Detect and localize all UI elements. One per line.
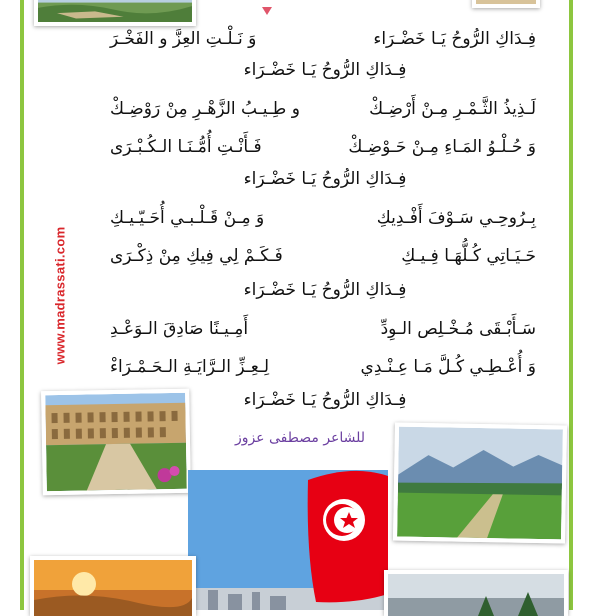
- poem-line-3-first-hemistich: وَ حُـلْـوُ المَـاءِ مِـنْ حَـوْضِـكْ: [348, 137, 536, 157]
- poem-line-1: [110, 24, 536, 54]
- poem-line-6-first-hemistich: سَـأَبْـقَى مُـخْـلِص الـوِدِّ: [380, 319, 536, 339]
- poem-line-5-first-hemistich: حَـيَـاتِي كُـلُّهَـا فِـيـكِ: [401, 246, 536, 266]
- bottom-right-photo: [384, 570, 568, 616]
- poem-line-4-first-hemistich: بِـرُوحِـي سَـوْفَ أَفْـدِيكِ: [376, 208, 536, 228]
- poem-line-2-second-hemistich: و طِـيـبُ الزَّهْـرِ مِنْ رَوْضِـكْ: [110, 99, 300, 119]
- poem-line-4: [110, 203, 536, 233]
- poem-line-3-second-hemistich: فَـأَنْـتِ أُمُّـنَـا الـكُـبْـرَى: [110, 137, 262, 157]
- poem-line-6-second-hemistich: أَمِـيـنًا صَادِقَ الـوَعْـدِ: [110, 319, 249, 339]
- top-center-ornament: [262, 0, 272, 8]
- refrain-3: فِـدَاكِ الرُّوحُ يَـا خَضْـرَاء: [243, 280, 407, 300]
- poem-line-5: [110, 241, 536, 271]
- refrain-2: فِـدَاكِ الرُّوحُ يَـا خَضْـرَاء: [243, 169, 407, 189]
- mountain-field-photo: [393, 423, 567, 544]
- poem-line-7-second-hemistich: لِـعِـزِّ الـرَّايَـةِ الـحَـمْـرَاءْ: [110, 357, 270, 377]
- poem-line-3: [110, 132, 536, 162]
- top-left-photo: [34, 0, 196, 26]
- poem-line-1-first-hemistich: فِـدَاكِ الرُّوحُ يَـا خَضْـرَاء: [373, 29, 536, 49]
- site-watermark: [50, 210, 70, 380]
- refrain-4: فِـدَاكِ الرُّوحُ يَـا خَضْـرَاء: [243, 390, 407, 410]
- poem-line-6: [110, 314, 536, 344]
- poem-line-2: [110, 94, 536, 124]
- poem-line-7-first-hemistich: وَ أُعْـطِـي كُـلَّ مَـا عِـنْـدِي: [360, 357, 536, 377]
- poem-line-5-second-hemistich: فَـكَـمْ لِي فِيكِ مِنْ ذِكْـرَى: [110, 246, 283, 266]
- flag-photo: [188, 470, 388, 610]
- poem-line-4-second-hemistich: وَ مِـنْ قَـلْـبـي أُحَـيّـيـكِ: [110, 208, 265, 228]
- top-right-photo: [472, 0, 540, 8]
- poem-line-7: [110, 352, 536, 382]
- site-watermark-text: www.madrassati.com: [52, 226, 68, 364]
- sunset-photo: [30, 556, 196, 616]
- refrain-1: فِـدَاكِ الرُّوحُ يَـا خَضْـرَاء: [243, 60, 407, 80]
- poem-line-2-first-hemistich: لَـذِيذُ الثَّـمْـرِ مِـنْ أَرْضِـكْ: [369, 99, 536, 119]
- poet-name: للشاعر مصطفى عزوز: [234, 430, 366, 446]
- amphitheatre-photo: [41, 389, 191, 496]
- poem-line-1-second-hemistich: وَ نَـلْـتِ العِزَّ و الفَخْـرَ: [110, 29, 257, 49]
